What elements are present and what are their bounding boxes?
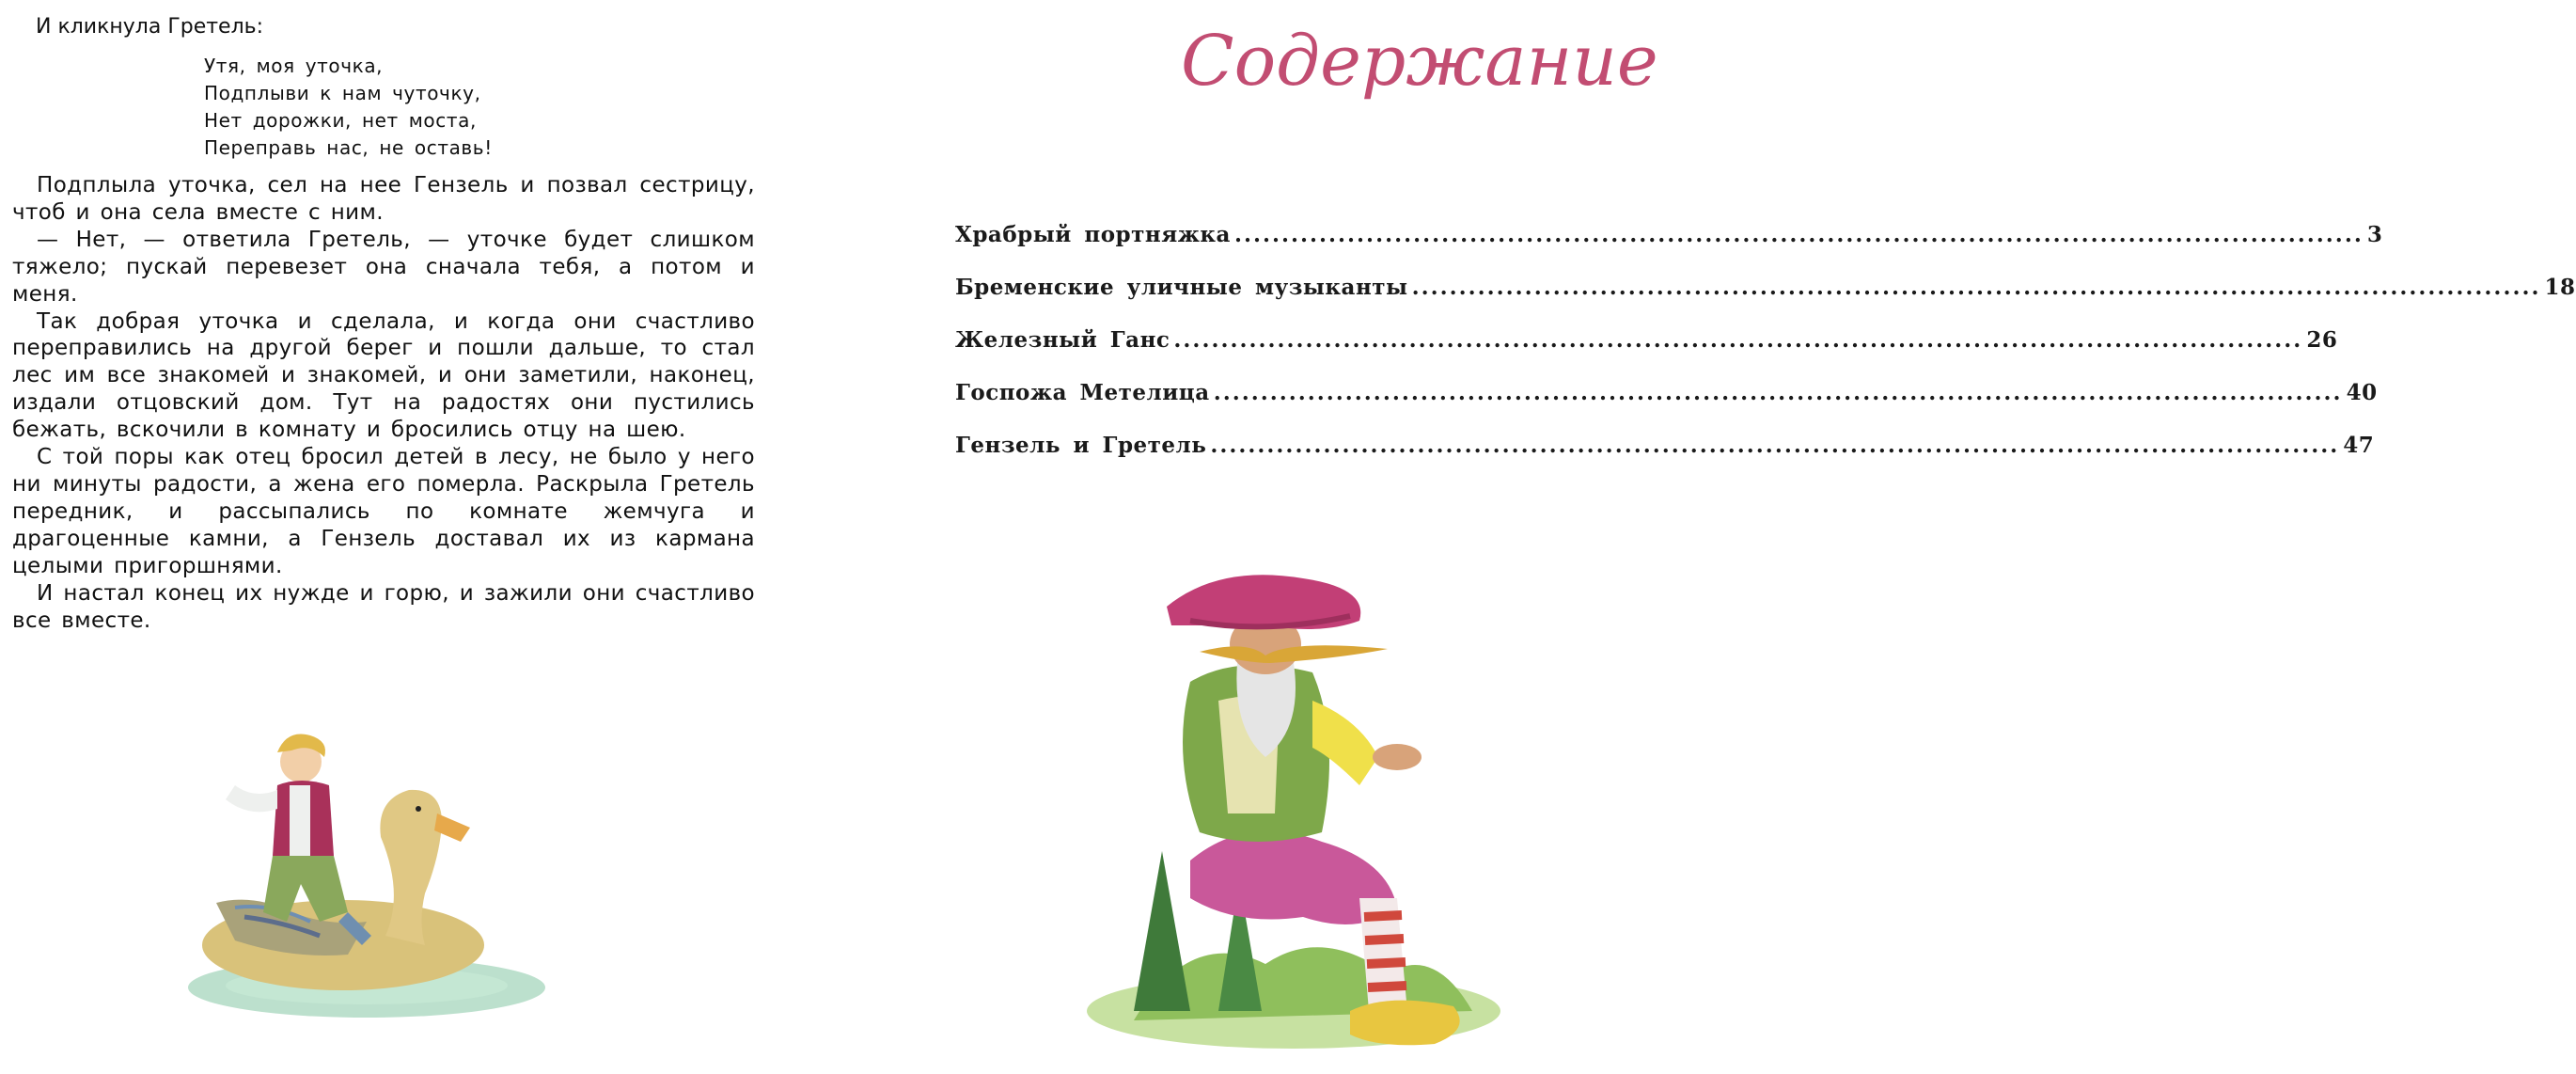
toc-entry[interactable] [955, 433, 2375, 485]
table-of-contents [955, 222, 2576, 485]
gnome-illustration [1077, 569, 1519, 1058]
boy-riding-duck-illustration [179, 734, 555, 1025]
contents-title-text: Содержание [1181, 21, 1658, 102]
left-page [0, 0, 852, 1074]
story-text [12, 172, 755, 634]
toc-leader: ........................................................................................................................ [1213, 380, 2343, 405]
toc-leader: ........................................................................................................................ [1210, 433, 2340, 458]
verse-line: Переправь нас, не оставь! [204, 136, 493, 159]
paragraph: И настал конец их нужде и горю, и зажили они счастливо все вместе. [12, 580, 755, 633]
toc-entry-page: 47 [2343, 433, 2375, 458]
fir-tree [1134, 851, 1190, 1011]
toc-entry[interactable] [955, 222, 2383, 275]
toc-entry[interactable] [955, 275, 2576, 327]
right-page [852, 0, 2576, 1074]
intro-line: И кликнула Гретель: [36, 15, 264, 39]
contents-title [1171, 8, 1658, 111]
verse-line: Нет дорожки, нет моста, [204, 109, 477, 132]
toc-entry[interactable] [955, 327, 2338, 380]
toc-entry-page: 26 [2306, 327, 2338, 353]
toc-entry[interactable] [955, 380, 2378, 433]
toc-leader: ........................................................................................................................ [1173, 327, 2303, 353]
verse-block [204, 53, 493, 162]
toc-entry-title: Железный Ганс [955, 327, 1170, 353]
toc-entry-page: 40 [2346, 380, 2378, 405]
verse-line: Утя, моя уточка, [204, 55, 384, 77]
toc-entry-page: 3 [2366, 222, 2383, 247]
paragraph: Так добрая уточка и сделала, и когда они счастливо переправились на другой берег и пошли дальше, то стал лес им все знакомей и знакомей, и они заметили, наконец, издали отцовский дом. Тут на радостях они пустились бежать, вскочили в комнату и бросились отцу на шею. [12, 308, 755, 443]
toc-entry-title: Гензель и Гретель [955, 433, 1207, 458]
toc-leader: ........................................................................................................................ [1233, 222, 2364, 247]
toc-leader: ........................................................................................................................ [1411, 275, 2541, 300]
paragraph: — Нет, — ответила Гретель, — уточке будет слишком тяжело; пускай перевезет она сначала тебя, а потом и меня. [12, 227, 755, 307]
paragraph: С той поры как отец бросил детей в лесу, не было у него ни минуты радости, а жена его померла. Раскрыла Гретель передник, и рассыпались по комнате жемчуга и драгоценные камни, а Гензель доставал их из кармана целыми пригоршнями. [12, 445, 755, 578]
toc-entry-title: Храбрый портняжка [955, 222, 1231, 247]
paragraph: Подплыла уточка, сел на нее Гензель и позвал сестрицу, чтоб и она села вместе с ним. [12, 173, 755, 225]
toc-entry-title: Бременские уличные музыканты [955, 275, 1408, 300]
toc-entry-title: Госпожа Метелица [955, 380, 1210, 405]
toc-entry-page: 18 [2544, 275, 2576, 300]
verse-line: Подплыви к нам чуточку, [204, 82, 481, 104]
